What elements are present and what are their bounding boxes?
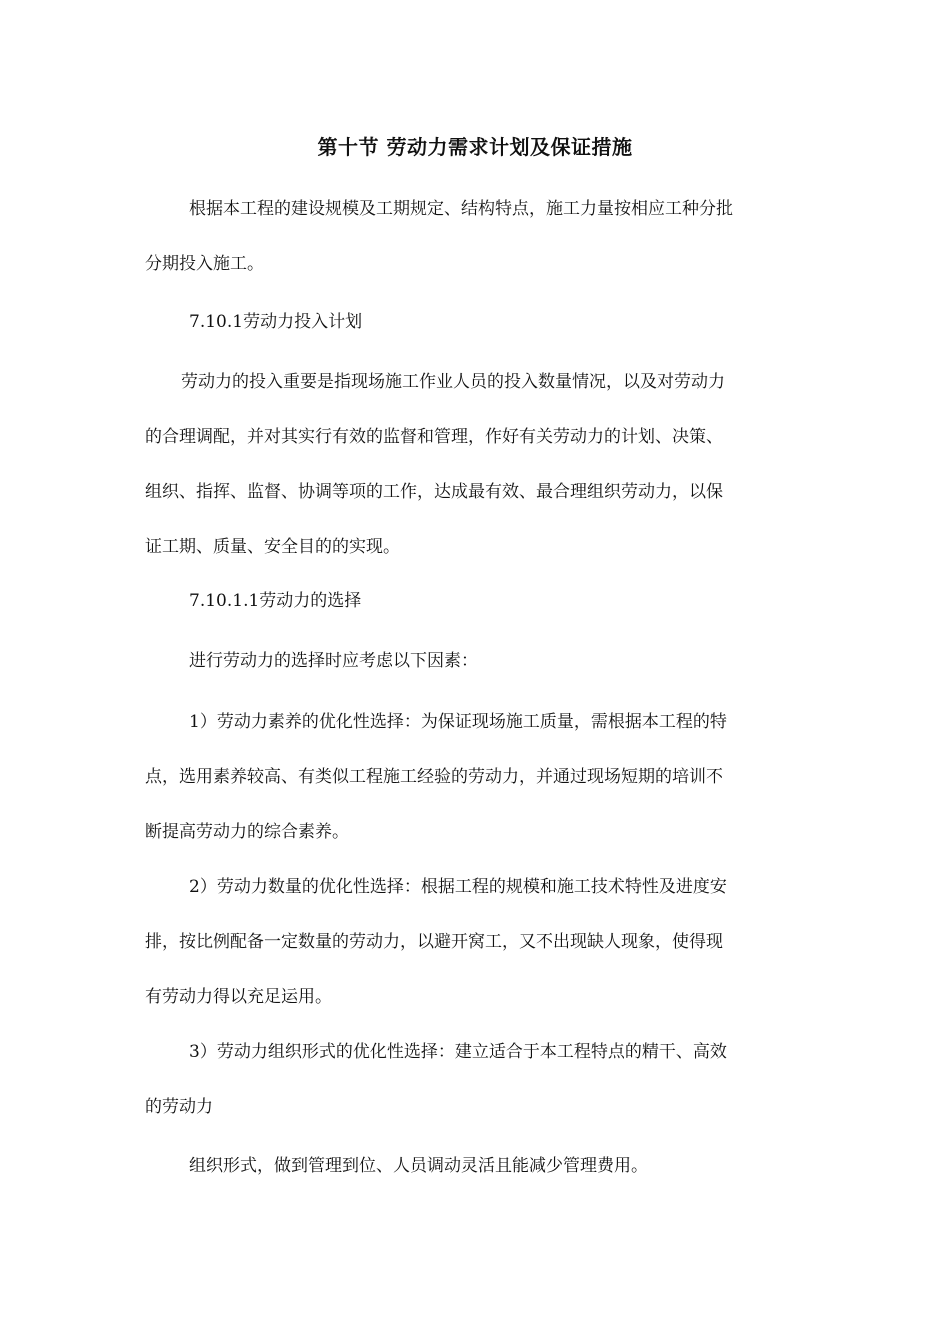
list-item-2	[145, 860, 810, 1025]
heading-7-10-1	[145, 295, 810, 350]
intro-paragraph	[145, 182, 810, 292]
labor-input-line-3: 组织、指挥、监督、协调等项的工作，达成最有效、最合理组织劳动力，以保	[145, 482, 723, 502]
heading-7-10-1-1	[145, 574, 810, 629]
factors-intro-paragraph	[145, 634, 810, 689]
heading-7-10-1-1-text: 7.10.1.1劳动力的选择	[189, 591, 362, 611]
labor-input-line-2: 的合理调配，并对其实行有效的监督和管理，作好有关劳动力的计划、决策、	[145, 427, 723, 447]
labor-input-paragraph	[145, 355, 810, 575]
list-item-2-line-1: 2）劳动力数量的优化性选择：根据工程的规模和施工技术特性及进度安	[189, 877, 727, 897]
section-title: 第十节 劳动力需求计划及保证措施	[317, 135, 633, 159]
list-item-3	[145, 1025, 810, 1135]
factors-intro-line: 进行劳动力的选择时应考虑以下因素：	[189, 651, 478, 671]
list-item-1	[145, 695, 810, 860]
list-item-1-line-2: 点，选用素养较高、有类似工程施工经验的劳动力，并通过现场短期的培训不	[145, 767, 723, 787]
closing-paragraph	[145, 1139, 810, 1194]
list-item-3-line-1: 3）劳动力组织形式的优化性选择：建立适合于本工程特点的精干、高效	[189, 1042, 727, 1062]
list-item-2-line-2: 排，按比例配备一定数量的劳动力，以避开窝工，又不出现缺人现象，使得现	[145, 932, 723, 952]
labor-input-line-4: 证工期、质量、安全目的的实现。	[145, 537, 400, 557]
list-item-3-line-2: 的劳动力	[145, 1097, 213, 1117]
labor-input-line-1: 劳动力的投入重要是指现场施工作业人员的投入数量情况，以及对劳动力	[181, 372, 725, 392]
closing-line: 组织形式，做到管理到位、人员调动灵活且能减少管理费用。	[189, 1156, 648, 1176]
intro-line-2: 分期投入施工。	[145, 254, 264, 274]
list-item-1-line-1: 1）劳动力素养的优化性选择：为保证现场施工质量，需根据本工程的特	[189, 712, 727, 732]
list-item-2-line-3: 有劳动力得以充足运用。	[145, 987, 332, 1007]
heading-7-10-1-text: 7.10.1劳动力投入计划	[189, 312, 363, 332]
intro-line-1: 根据本工程的建设规模及工期规定、结构特点，施工力量按相应工种分批	[189, 199, 733, 219]
list-item-1-line-3: 断提高劳动力的综合素养。	[145, 822, 349, 842]
